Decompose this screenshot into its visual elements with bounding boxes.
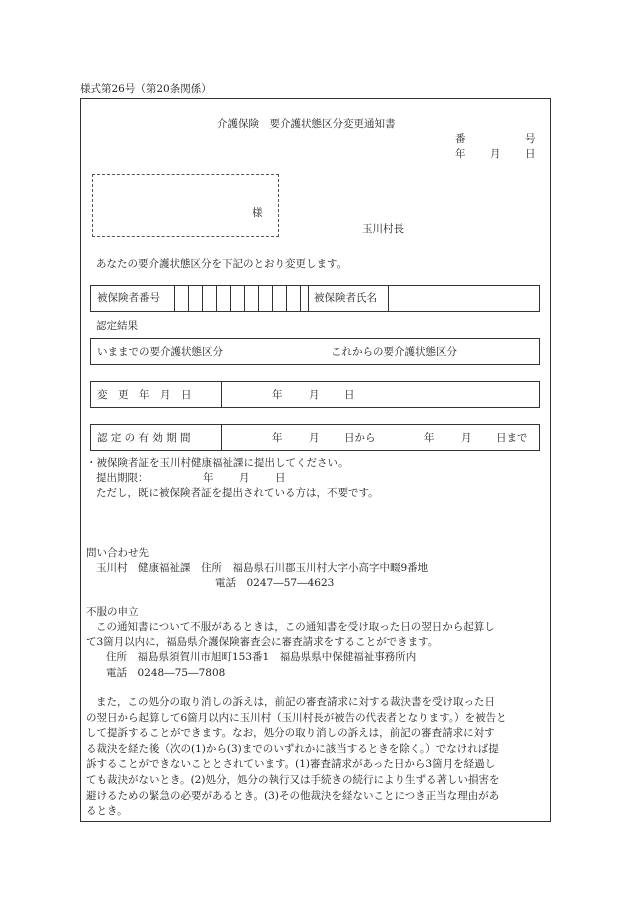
appeal-heading: 不服の申立 xyxy=(86,606,139,618)
level-row xyxy=(90,338,540,365)
form-number: 様式第26号（第20条関係） xyxy=(80,83,212,95)
new-level-label: これからの要介護状態区分 xyxy=(331,346,457,358)
header-month: 月 xyxy=(490,148,501,160)
change-month: 月 xyxy=(309,389,320,401)
number-cell-divider xyxy=(188,286,189,311)
header-year: 年 xyxy=(455,148,466,160)
deadline-label: 提出期限： xyxy=(96,472,149,484)
number-cell-divider xyxy=(286,286,287,311)
number-cell-divider xyxy=(258,286,259,311)
lawsuit-line: 避けるための緊急の必要があるとき。(3)その他裁決を経ないことにつき正当な理由があ xyxy=(86,789,500,802)
validity-from-year: 年 xyxy=(272,432,283,444)
validity-to-day: 日まで xyxy=(496,432,528,444)
change-date-label: 変 更 年 月 日 xyxy=(97,389,192,401)
number-label: 番 xyxy=(455,133,466,145)
notice-line: ・被保険者証を玉川村健康福祉課に提出してください。 xyxy=(86,457,349,469)
header-day: 日 xyxy=(525,148,536,160)
lawsuit-line: る裁決を経た後（次の(1)から(3)までのいずれかに該当するときを除く。）でなければ提 xyxy=(86,742,499,755)
number-cell-divider xyxy=(230,286,231,311)
insured-number-label: 被保険者番号 xyxy=(97,292,160,304)
validity-from-month: 月 xyxy=(309,432,320,444)
lawsuit-paragraph xyxy=(86,695,507,820)
addressee-box xyxy=(92,174,279,237)
deadline-year: 年 xyxy=(203,472,214,484)
document-title: 介護保険 要介護状態区分変更通知書 xyxy=(217,118,396,130)
number-cell-divider xyxy=(272,286,273,311)
validity-to-year: 年 xyxy=(424,432,435,444)
validity-row xyxy=(90,424,540,451)
previous-level-label: いままでの要介護状態区分 xyxy=(97,346,223,358)
insured-row xyxy=(90,285,540,312)
addressee-suffix: 様 xyxy=(252,207,263,219)
appeal-address: 住所 福島県須賀川市旭町153番1 福島県県中保健福祉事務所内 xyxy=(106,651,417,663)
lawsuit-line: の翌日から起算して6箇月以内に玉川村（玉川村長が被告の代表者となります。）を被告と xyxy=(86,711,507,724)
sender: 玉川村長 xyxy=(362,223,404,235)
number-cell-divider xyxy=(174,286,175,311)
insured-name-label: 被保険者氏名 xyxy=(314,292,377,304)
deadline-day: 日 xyxy=(275,472,286,484)
validity-from-day: 日から xyxy=(344,432,376,444)
number-suffix: 号 xyxy=(525,133,536,145)
lawsuit-line: 訴することができないこととされています。(1)審査請求があった日から3箇月を経過し xyxy=(86,758,496,771)
contact-phone: 電話 0247―57―4623 xyxy=(215,577,335,589)
lawsuit-line: して提訴することができます。なお，処分の取り消しの訴えは，前記の審査請求に対す xyxy=(86,727,495,740)
change-date-row xyxy=(90,381,540,408)
name-cell-divider xyxy=(388,286,389,311)
change-year: 年 xyxy=(272,389,283,401)
appeal-paragraph-line: て3箇月以内に，福島県介護保険審査会に審査請求をすることができます。 xyxy=(86,636,439,648)
lawsuit-line: るとき。 xyxy=(86,805,128,818)
change-date-divider xyxy=(221,382,222,407)
deadline-month: 月 xyxy=(239,472,250,484)
number-cell-divider xyxy=(202,286,203,311)
appeal-paragraph-line: この通知書について不服があるときは，この通知書を受け取った日の翌日から起算し xyxy=(96,621,495,633)
validity-label: 認 定 の 有 効 期 間 xyxy=(97,432,191,444)
contact-dept-line: 玉川村 健康福祉課 住所 福島県石川郡玉川村大字小高字中畷9番地 xyxy=(96,562,429,574)
certification-result-label: 認定結果 xyxy=(96,320,138,332)
appeal-phone: 電話 0248―75―7808 xyxy=(106,667,226,679)
intro-text: あなたの要介護状態区分を下記のとおり変更します。 xyxy=(96,258,348,270)
validity-to-month: 月 xyxy=(461,432,472,444)
number-cell-divider xyxy=(308,286,309,311)
notice-exception: ただし，既に被保険者証を提出されている方は，不要です。 xyxy=(96,487,379,499)
number-cell-divider xyxy=(216,286,217,311)
contact-heading: 問い合わせ先 xyxy=(86,547,149,559)
number-cell-divider xyxy=(300,286,301,311)
lawsuit-line: また，この処分の取り消しの訴えは，前記の審査請求に対する裁決書を受け取った日 xyxy=(96,696,495,708)
change-day: 日 xyxy=(344,389,355,401)
number-cell-divider xyxy=(244,286,245,311)
lawsuit-line: ても裁決がないとき。(2)処分，処分の執行又は手続きの続行により生ずる著しい損害を xyxy=(86,773,500,786)
validity-divider xyxy=(221,425,222,450)
